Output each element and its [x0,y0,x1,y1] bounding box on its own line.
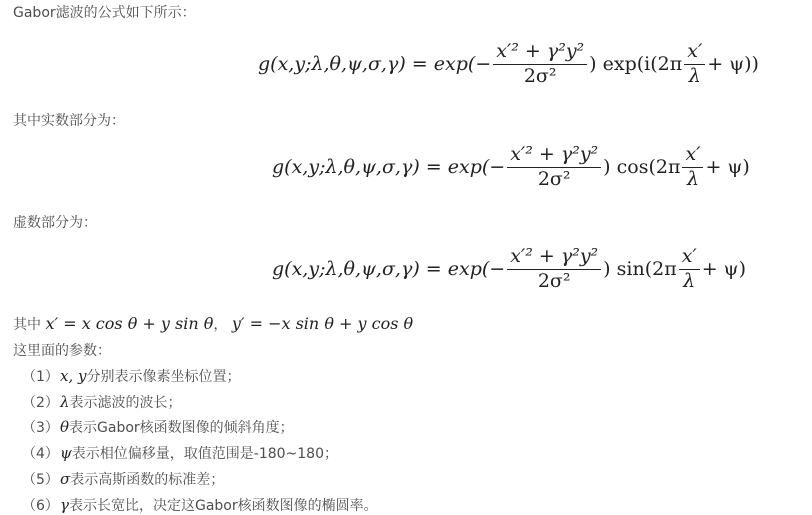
item-number: （4） [22,446,59,462]
parameter-item [22,443,338,463]
parameter-symbol: λ [60,393,70,411]
parameter-description: 表示Gabor核函数图像的倾斜角度； [69,420,294,436]
formula-complex: g(x,y;λ,θ,ψ,σ,γ) = exp(− $\frac{\text{x′² + γ²y²}}{\text{2σ²}}$ ) exp(i(2π $\frac{x'}{\lambda}$ + ψ)) [258,40,759,87]
item-number: （6） [22,498,59,514]
fraction-xprime-lambda: $\frac{x'}{\lambda}$ [682,145,703,190]
definition-line: 其中 x′ = x cos θ + y sin θ， y′ = −x sin θ + y cos θ [13,314,414,333]
parameter-item [22,417,294,437]
item-number: （3） [22,420,59,436]
item-number: （5） [22,472,59,488]
intro-text: Gabor滤波的公式如下所示： [13,5,196,21]
fraction-gaussian: $\frac{\text{x′² + γ²y²}}{\text{2σ²}}$ [507,247,601,292]
parameter-item [22,366,240,386]
fraction-xprime-lambda: $\frac{x'}{\lambda}$ [679,247,700,292]
real-part-label: 其中实数部分为： [13,113,125,129]
yprime-definition: y′ = −x sin θ + y cos θ [231,314,414,333]
imaginary-part-label: 虚数部分为： [13,215,97,231]
parameter-description: 表示滤波的波长； [69,395,182,411]
parameter-description: 表示高斯函数的标准差； [70,472,225,488]
fraction-gaussian: $\frac{\text{x′² + γ²y²}}{\text{2σ²}}$ [493,42,587,87]
formula-imaginary: g(x,y;λ,θ,ψ,σ,γ) = exp(− $\frac{\text{x′² + γ²y²}}{\text{2σ²}}$ ) sin(2π $\frac{x'}{\lambda}$ + ψ) [272,245,746,292]
parameter-description: 分别表示像素坐标位置； [86,369,241,385]
parameter-item [22,392,182,412]
item-number: （2） [22,395,59,411]
fraction-xprime-lambda: $\frac{x'}{\lambda}$ [684,42,705,87]
parameter-symbol: θ [60,418,70,436]
parameter-symbol: x, y [60,367,87,385]
parameter-item [22,495,378,515]
parameter-item [22,469,224,489]
xprime-definition: x′ = x cos θ + y sin θ [45,314,214,333]
parameter-description: 表示长宽比，决定这Gabor核函数图像的椭圆率。 [68,498,378,514]
parameter-description: 表示相位偏移量，取值范围是-180~180； [71,446,338,462]
fraction-gaussian: $\frac{\text{x′² + γ²y²}}{\text{2σ²}}$ [507,145,601,190]
formula-real: g(x,y;λ,θ,ψ,σ,γ) = exp(− $\frac{\text{x′² + γ²y²}}{\text{2σ²}}$ ) cos(2π $\frac{x'}{\lambda}$ + ψ) [272,143,750,190]
parameter-symbol: σ [60,470,71,488]
params-label: 这里面的参数： [13,343,111,359]
item-number: （1） [22,369,59,385]
parameter-symbol: ψ [60,444,72,462]
parameter-symbol: γ [60,496,69,514]
